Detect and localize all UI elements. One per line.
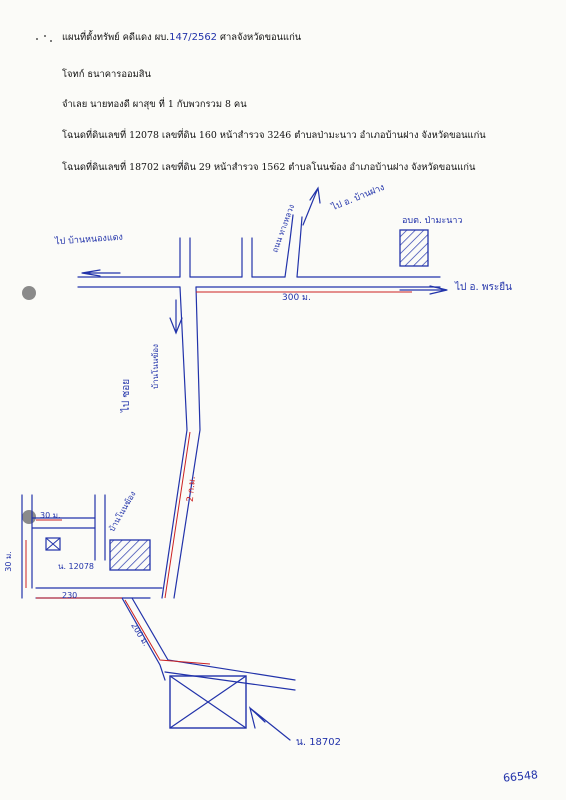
label-distance-230: 230 [62, 591, 78, 600]
label-to-phra-yuen: ไป อ. พระยืน [455, 282, 512, 293]
lower-road [36, 588, 162, 598]
label-distance-200: 200 ม. [129, 621, 151, 648]
label-to-ban-phai: ไป บ้านหนองแดง [54, 232, 124, 248]
page-mark: 66548 [502, 768, 539, 785]
arrow-left [82, 270, 120, 276]
plaintiff-line: โจทก์ ธนาคารออมสิน [62, 69, 151, 80]
label-distance-30-vertical: 30 ม. [3, 551, 13, 572]
plot-18702-cross [170, 676, 246, 728]
case-number-handwritten: 147/2562 [169, 32, 218, 43]
feeder-road [162, 287, 200, 598]
label-distance-30: 30 ม. [40, 511, 61, 520]
label-village: บ้านโนนฆ้อง [150, 344, 160, 389]
label-plot: บ้านโนนฆ้อง [107, 489, 138, 534]
label-to-soi: ไป ซอย [121, 378, 133, 413]
side-road-2 [242, 238, 252, 277]
side-road-1 [180, 238, 190, 277]
neighbor-plot [110, 540, 150, 570]
defendant-line: จำเลย นายทองดี ผาสุข ที่ 1 กับพวกรวม 8 คน [62, 99, 247, 110]
label-to-ban-fang: ไป อ. บ้านฝาง [330, 182, 387, 214]
label-distance-2km: 2 ก.ม. [185, 475, 198, 503]
arrow-up [303, 188, 320, 225]
plot-12078-cross [46, 538, 60, 550]
deed-line-2: โฉนดที่ดินเลขที่ 18702 เลขที่ดิน 29 หน้าสำรวจ 1562 ตำบลโนนฆ้อง อำเภอบ้านฝาง จังหวัดขอนแก่น [62, 162, 476, 173]
label-road-side: ถนน ทางหลวง [270, 203, 297, 254]
school-plot [400, 230, 428, 266]
title-court: ศาลจังหวัดขอนแก่น [220, 32, 302, 43]
arrow-down [170, 300, 182, 333]
label-deed-12078: น. 12078 [58, 562, 95, 571]
arrow-to-plot [250, 708, 290, 740]
deed-line-1: โฉนดที่ดินเลขที่ 12078 เลขที่ดิน 160 หน้าสำรวจ 3246 ตำบลป่ามะนาว อำเภอบ้านฝาง จังหวัดขอนแก่น [62, 130, 486, 141]
title-printed: แผนที่ตั้งทรัพย์ คดีแดง ผบ. [62, 32, 170, 43]
label-school: อบต. ป่ามะนาว [402, 216, 463, 226]
label-deed-18702: น. 18702 [296, 737, 342, 748]
lower-grid [22, 495, 105, 598]
label-distance-300: 300 ม. [282, 293, 311, 303]
